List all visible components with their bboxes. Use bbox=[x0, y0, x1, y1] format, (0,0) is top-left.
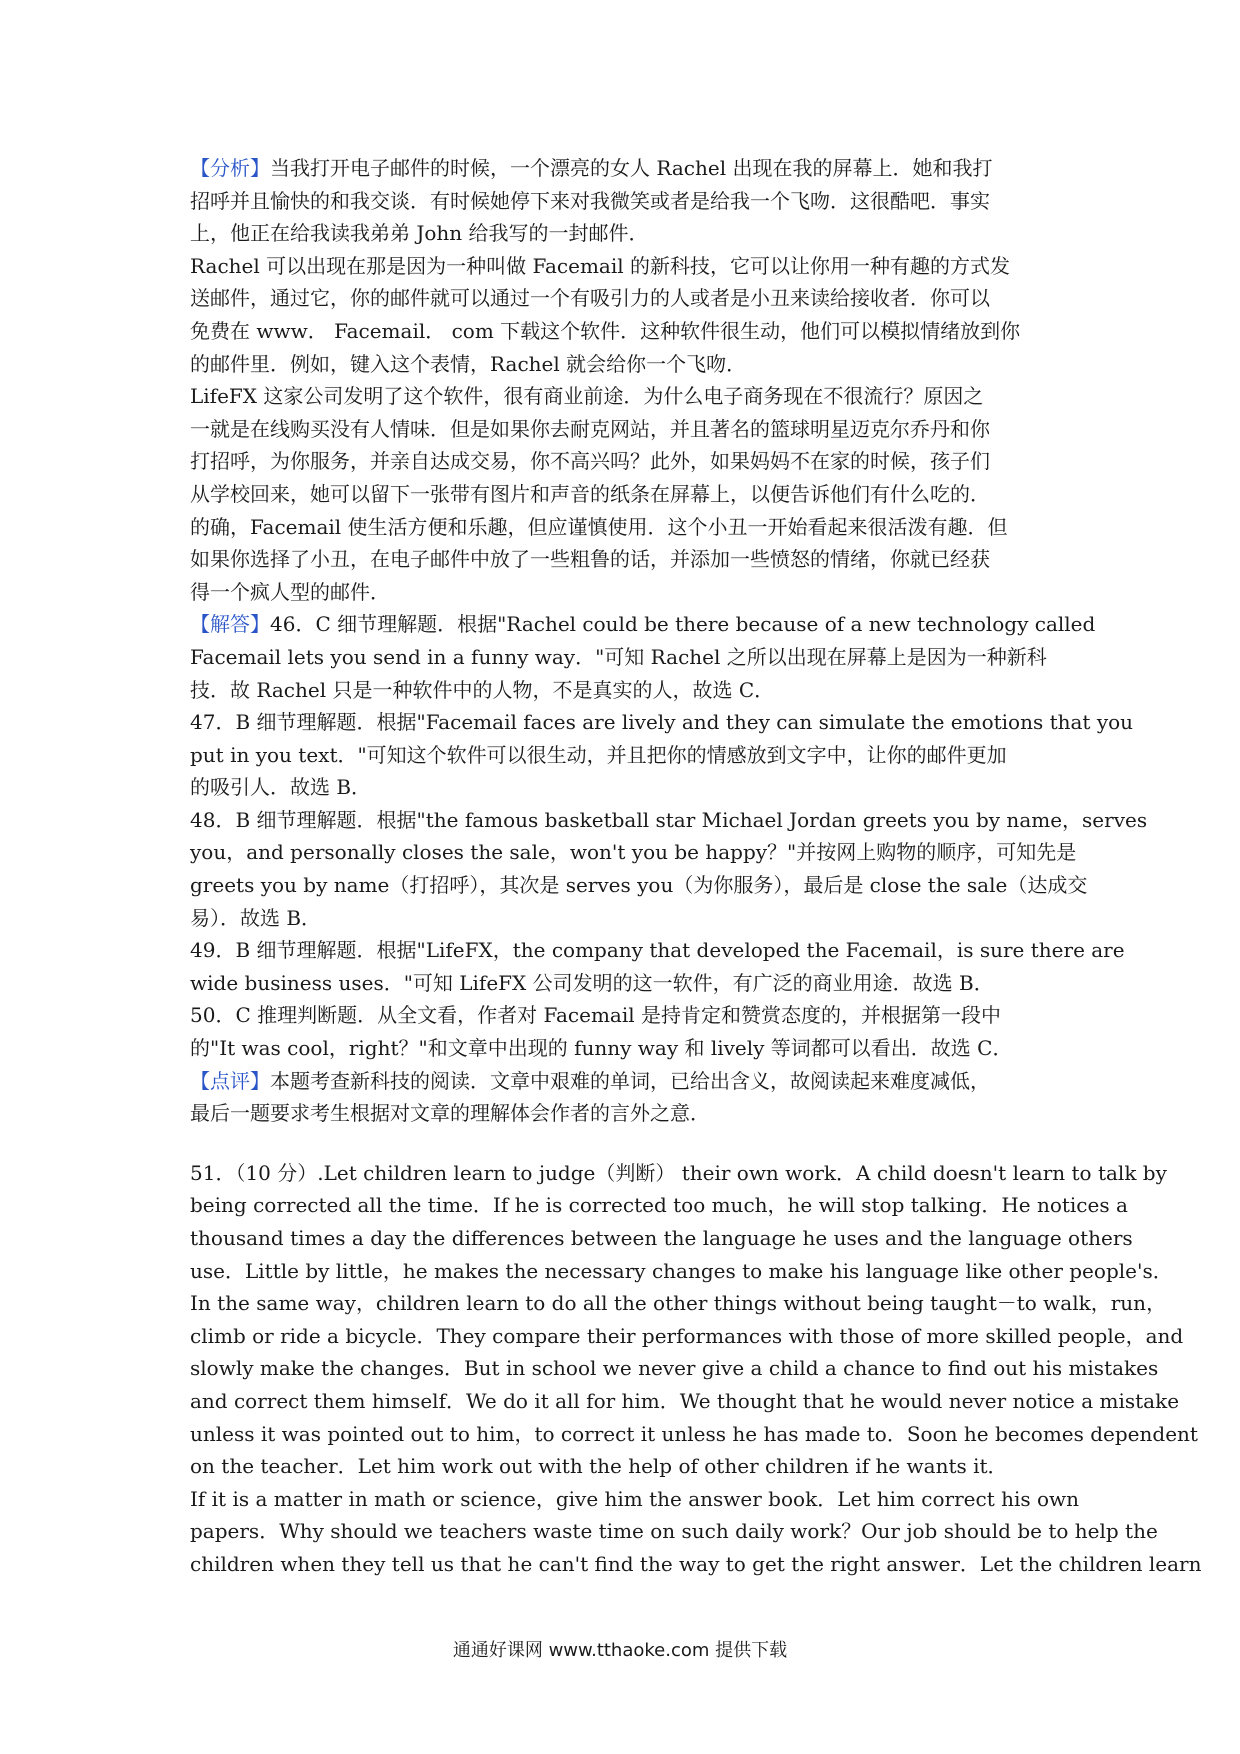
analysis-line: 打招呼，为你服务，并亲自达成交易，你不高兴吗？此外，如果妈妈不在家的时候，孩子们 bbox=[190, 449, 990, 474]
page-footer: 通通好课网 www.tthaoke.com 提供下载 bbox=[452, 1640, 788, 1661]
answer-line: 48．B 细节理解题．根据"the famous basketball star Michael Jordan greets you by name，serves bbox=[190, 807, 1148, 832]
document-content bbox=[190, 152, 1202, 1581]
answer-line: 50．C 推理判断题．从全文看，作者对 Facemail 是持肯定和赞赏态度的，并根据第一段中 bbox=[190, 1003, 1001, 1028]
answer-line: 【解答】46．C 细节理解题．根据"Rachel could be there because of a new technology called bbox=[190, 612, 1096, 637]
analysis-line: 如果你选择了小丑，在电子邮件中放了一些粗鲁的话，并添加一些愤怒的情绪，你就已经获 bbox=[190, 547, 990, 572]
answer-line: 的"It was cool，right？"和文章中出现的 funny way 和 lively 等词都可以看出．故选 C． bbox=[190, 1036, 1013, 1061]
analysis-line: LifeFX 这家公司发明了这个软件，很有商业前途．为什么电子商务现在不很流行？原因之 bbox=[190, 384, 984, 409]
question-line: use．Little by little，he makes the necessary changes to make his language like other people's． bbox=[190, 1258, 1173, 1283]
answer-line: 49．B 细节理解题．根据"LifeFX，the company that developed the Facemail，is sure there are bbox=[190, 938, 1125, 963]
answer-line: put in you text．"可知这个软件可以很生动，并且把你的情感放到文字中，让你的邮件更加 bbox=[190, 742, 1007, 767]
answer-line: greets you by name（打招呼），其次是 serves you（为你服务），最后是 close the sale（达成交 bbox=[190, 873, 1088, 898]
analysis-line: 【分析】当我打开电子邮件的时候，一个漂亮的女人 Rachel 出现在我的屏幕上．她和我打 bbox=[190, 156, 993, 180]
question-line: In the same way，children learn to do all the other things without being taught－to walk，run， bbox=[190, 1291, 1167, 1316]
analysis-section bbox=[190, 152, 1062, 608]
question-line: being corrected all the time．If he is corrected too much，he will stop talking．He notices a bbox=[190, 1193, 1128, 1218]
answer-line: 易）．故选 B． bbox=[190, 905, 322, 930]
question-line: unless it was pointed out to him，to correct it unless he has made to．Soon he becomes dependent bbox=[190, 1421, 1198, 1446]
analysis-tag: 【分析】 bbox=[190, 156, 270, 180]
analysis-line: 招呼并且愉快的和我交谈．有时候她停下来对我微笑或者是给我一个飞吻．这很酷吧．事实 bbox=[190, 188, 990, 213]
section-gap bbox=[190, 1130, 1062, 1157]
analysis-line: 的邮件里．例如，键入这个表情，Rachel 就会给你一个飞吻． bbox=[190, 351, 747, 376]
comment-tag: 【点评】 bbox=[190, 1068, 270, 1093]
analysis-line: 一就是在线购买没有人情味．但是如果你去耐克网站，并且著名的篮球明星迈克尔乔丹和你 bbox=[190, 416, 990, 441]
question-line: climb or ride a bicycle．They compare their performances with those of more skilled people，and bbox=[190, 1323, 1184, 1348]
analysis-line: 送邮件，通过它，你的邮件就可以通过一个有吸引力的人或者是小丑来读给接收者．你可以 bbox=[190, 286, 990, 311]
question-line: If it is a matter in math or science，give him the answer book．Let him correct his own bbox=[190, 1486, 1080, 1511]
comment-section bbox=[190, 1065, 1062, 1130]
question-line: and correct them himself．We do it all for him．We thought that he would never notice a mistake bbox=[190, 1388, 1180, 1413]
answer-line: wide business uses．"可知 LifeFX 公司发明的这一软件，有广泛的商业用途．故选 B． bbox=[190, 970, 994, 995]
analysis-line: 免费在 www． Facemail． com 下载这个软件．这种软件很生动，他们可以模拟情绪放到你 bbox=[190, 318, 1021, 343]
answer-line: 的吸引人．故选 B． bbox=[190, 775, 372, 800]
answer-line: Facemail lets you send in a funny way．"可知 Rachel 之所以出现在屏幕上是因为一种新科 bbox=[190, 644, 1047, 669]
question-line: 51．（10 分）.Let children learn to judge（判断） their own work．A child doesn't learn to talk by bbox=[190, 1160, 1167, 1185]
analysis-line: 从学校回来，她可以留下一张带有图片和声音的纸条在屏幕上，以便告诉他们有什么吃的． bbox=[190, 481, 990, 506]
answer-line: you，and personally closes the sale，won't you be happy？"并按网上购物的顺序，可知先是 bbox=[190, 840, 1077, 865]
question-line: slowly make the changes．But in school we never give a child a chance to find out his mistakes bbox=[190, 1356, 1159, 1381]
comment-line: 【点评】本题考查新科技的阅读．文章中艰难的单词，已给出含义，故阅读起来难度减低， bbox=[190, 1068, 990, 1093]
analysis-line: 上，他正在给我读我弟弟 John 给我写的一封邮件． bbox=[190, 221, 649, 246]
analysis-line: Rachel 可以出现在那是因为一种叫做 Facemail 的新科技，它可以让你用一种有趣的方式发 bbox=[190, 253, 1010, 278]
analysis-line: 得一个疯人型的邮件． bbox=[190, 579, 390, 604]
question-51-section bbox=[190, 1157, 1202, 1581]
analysis-line: 的确，Facemail 使生活方便和乐趣，但应谨慎使用．这个小丑一开始看起来很活泼有趣．但 bbox=[190, 514, 1008, 539]
answer-line: 47．B 细节理解题．根据"Facemail faces are lively and they can simulate the emotions that you bbox=[190, 710, 1134, 735]
answer-line: 技．故 Rachel 只是一种软件中的人物，不是真实的人，故选 C． bbox=[190, 677, 775, 702]
comment-line: 最后一题要求考生根据对文章的理解体会作者的言外之意． bbox=[190, 1101, 710, 1126]
question-line: children when they tell us that he can't find the way to get the right answer．Let the children learn bbox=[190, 1551, 1202, 1576]
answer-tag: 【解答】 bbox=[190, 612, 270, 637]
answer-section bbox=[190, 608, 1148, 1064]
question-line: papers．Why should we teachers waste time on such daily work？Our job should be to help the bbox=[190, 1519, 1158, 1544]
question-line: thousand times a day the differences between the language he uses and the language others bbox=[190, 1226, 1133, 1250]
question-line: on the teacher．Let him work out with the help of other children if he wants it． bbox=[190, 1454, 1008, 1479]
